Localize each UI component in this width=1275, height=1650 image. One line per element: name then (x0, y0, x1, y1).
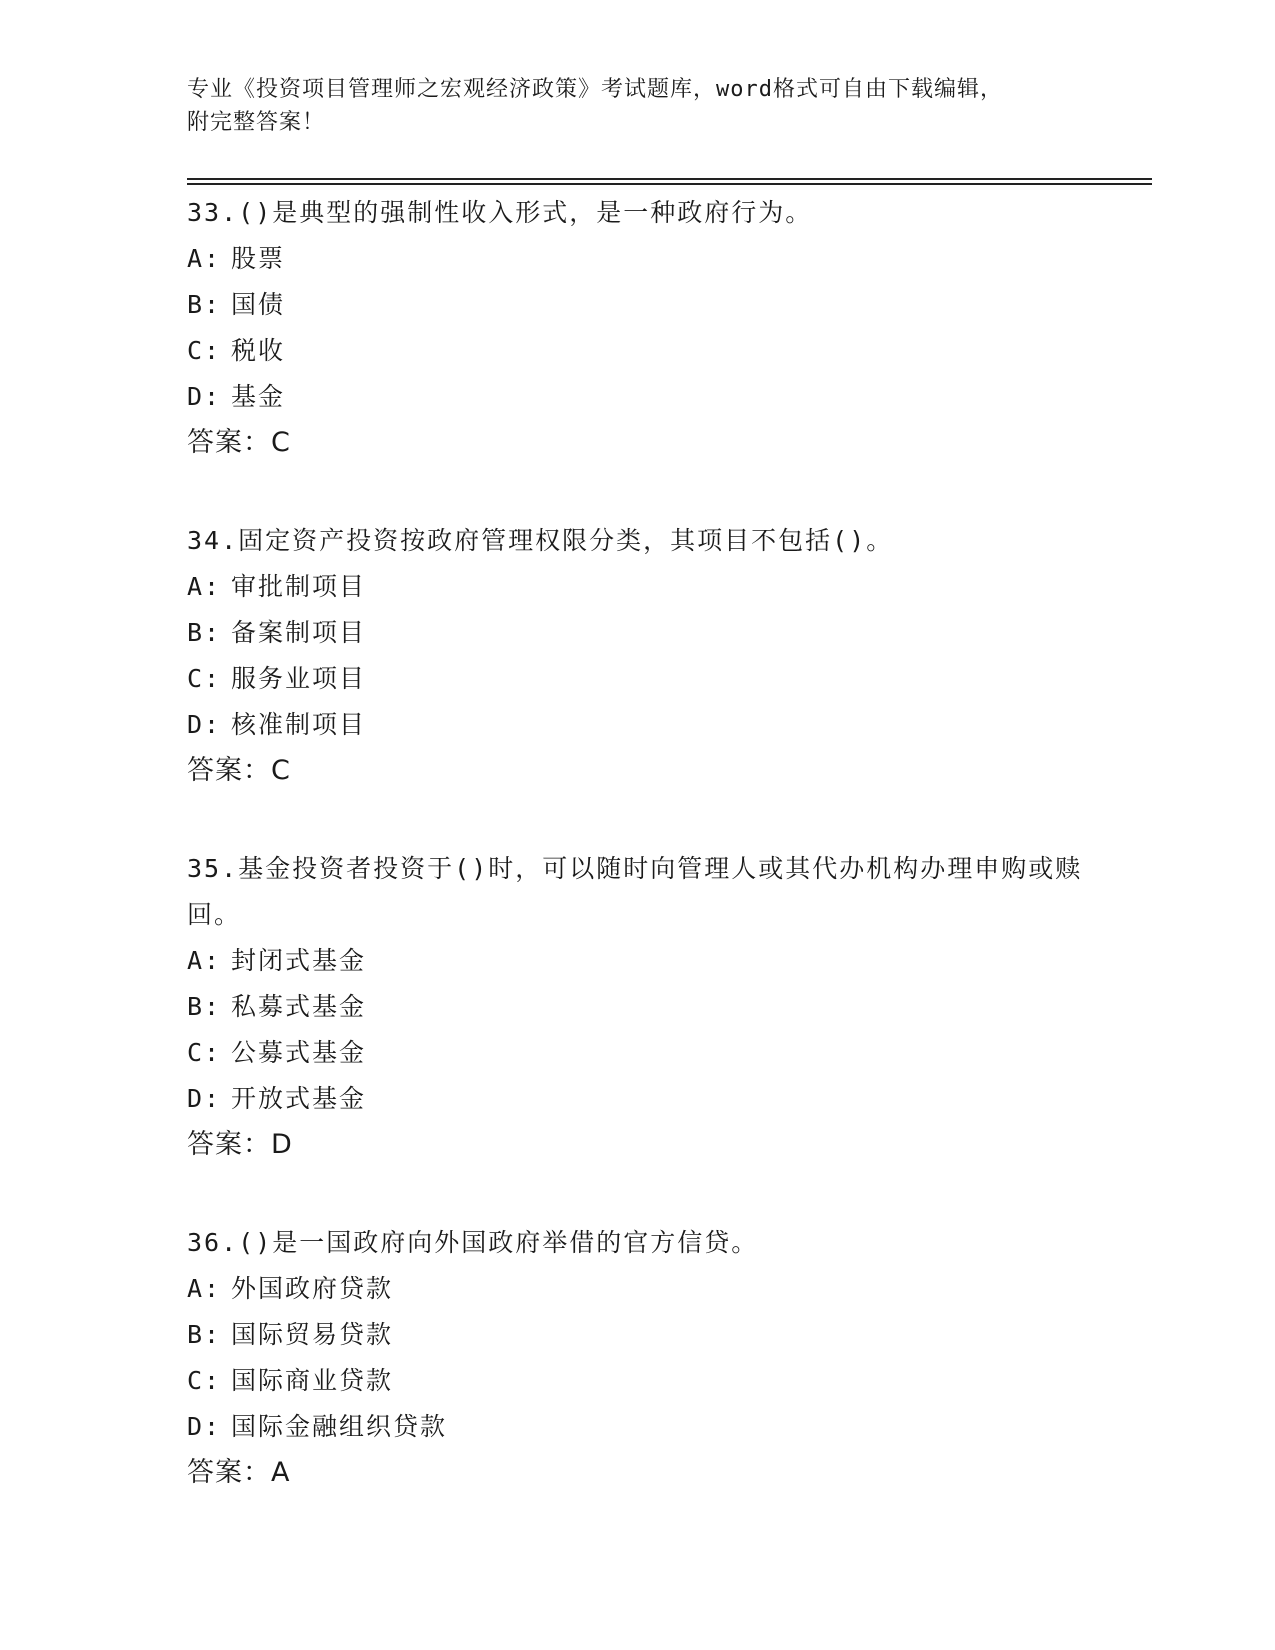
option-text: 外国政府贷款 (231, 1274, 394, 1303)
question-stem: 36.()是一国政府向外国政府举借的官方信贷。 (187, 1228, 759, 1257)
option-key: C: (187, 1366, 222, 1395)
answer-line: 答案：D (187, 1129, 293, 1160)
option-text: 股票 (231, 244, 286, 273)
answer-line: 答案：C (187, 755, 291, 786)
option-key: C: (187, 1038, 222, 1067)
option-text: 服务业项目 (231, 664, 367, 693)
option-key: A: (187, 572, 222, 601)
option-key: B: (187, 618, 222, 647)
option-key: D: (187, 1084, 222, 1113)
question-stem: 35.基金投资者投资于()时，可以随时向管理人或其代办机构办理申购或赎回。 (187, 854, 1083, 929)
question-list (187, 190, 1087, 1548)
option-text: 核准制项目 (231, 710, 367, 739)
option-key: D: (187, 1412, 222, 1441)
option-text: 税收 (231, 336, 286, 365)
option-text: 开放式基金 (231, 1084, 367, 1113)
option-d (187, 1076, 1087, 1122)
option-key: A: (187, 946, 222, 975)
option-text: 国际商业贷款 (231, 1366, 394, 1395)
answer-line: 答案：A (187, 1457, 291, 1488)
answer-line: 答案：C (187, 427, 291, 458)
option-a (187, 1266, 1087, 1312)
option-c (187, 328, 1087, 374)
option-d (187, 374, 1087, 420)
option-c (187, 1358, 1087, 1404)
option-text: 国债 (231, 290, 286, 319)
question-35 (187, 846, 1087, 1168)
question-stem: 34.固定资产投资按政府管理权限分类，其项目不包括()。 (187, 526, 894, 555)
header-line-1: 专业《投资项目管理师之宏观经济政策》考试题库，word格式可自由下载编辑， (187, 77, 1003, 102)
option-text: 封闭式基金 (231, 946, 367, 975)
option-b (187, 282, 1087, 328)
option-text: 国际金融组织贷款 (231, 1412, 448, 1441)
option-text: 公募式基金 (231, 1038, 367, 1067)
option-b (187, 984, 1087, 1030)
option-key: A: (187, 1274, 222, 1303)
option-key: B: (187, 290, 222, 319)
option-key: B: (187, 1320, 222, 1349)
option-a (187, 938, 1087, 984)
option-b (187, 1312, 1087, 1358)
header-divider-top (187, 178, 1152, 180)
question-stem: 33.()是典型的强制性收入形式，是一种政府行为。 (187, 198, 813, 227)
header-line-2: 附完整答案！ (187, 110, 326, 135)
option-key: C: (187, 336, 222, 365)
option-key: D: (187, 382, 222, 411)
option-key: B: (187, 992, 222, 1021)
option-text: 审批制项目 (231, 572, 367, 601)
option-b (187, 610, 1087, 656)
option-c (187, 1030, 1087, 1076)
option-key: A: (187, 244, 222, 273)
option-text: 国际贸易贷款 (231, 1320, 394, 1349)
option-c (187, 656, 1087, 702)
option-a (187, 564, 1087, 610)
document-header (187, 73, 1087, 139)
question-36 (187, 1220, 1087, 1496)
option-text: 备案制项目 (231, 618, 367, 647)
option-d (187, 1404, 1087, 1450)
option-a (187, 236, 1087, 282)
option-text: 私募式基金 (231, 992, 367, 1021)
option-key: C: (187, 664, 222, 693)
question-34 (187, 518, 1087, 794)
question-33 (187, 190, 1087, 466)
option-text: 基金 (231, 382, 286, 411)
header-divider-bottom (187, 183, 1152, 185)
option-key: D: (187, 710, 222, 739)
option-d (187, 702, 1087, 748)
